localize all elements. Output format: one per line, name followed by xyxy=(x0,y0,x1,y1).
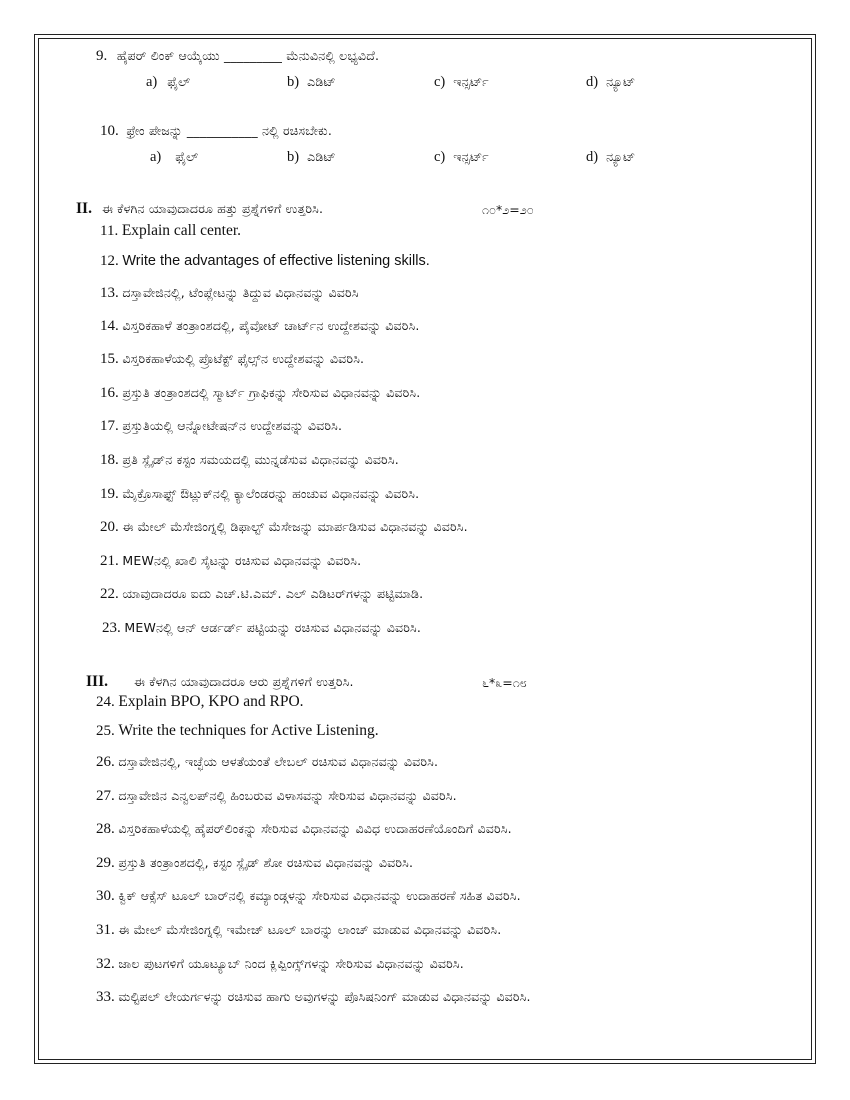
question-30 xyxy=(96,887,521,905)
q9-option-b xyxy=(287,73,336,91)
question-10 xyxy=(100,122,332,140)
question-text: ಯಾವುದಾದರೂ ಐದು ಎಚ್.ಟಿ.ಎಮ್. ಎಲ್ ಎಡಿಟರ್‌ಗಳನ್ನು ಪಟ್ಟಿಮಾಡಿ. xyxy=(122,586,424,601)
q9-option-d xyxy=(586,73,635,91)
question-11 xyxy=(100,222,241,240)
question-25 xyxy=(96,722,379,740)
question-23 xyxy=(102,619,421,637)
question-text: ವಿಸ್ತರಿಕಹಾಳೆಯಲ್ಲಿ ಪ್ರೊಟೆಕ್ಟ್ ಫೈಲ್ಸ್‌ನ ಉದ್ದೇಶವನ್ನು ವಿವರಿಸಿ. xyxy=(122,351,365,366)
option-letter: b) xyxy=(287,74,300,90)
question-number: 14. xyxy=(100,318,119,334)
question-text: ಹೈಪರ್ ಲಿಂಕ್ ಆಯ್ಕೆಯು _________ ಮೆನುವಿನಲ್ಲಿ ಲಭ್ಯವಿದೆ. xyxy=(116,48,380,63)
question-text: ದಸ್ತಾವೇಜಿನಲ್ಲಿ, ಟೆಂಪ್ಲೇಟನ್ನು ತಿದ್ದುವ ವಿಧಾನವನ್ನು ವಿವರಿಸಿ xyxy=(122,285,359,300)
question-32 xyxy=(96,955,464,973)
question-text: Write the techniques for Active Listening. xyxy=(118,722,379,739)
question-20 xyxy=(100,518,468,536)
q10-option-d xyxy=(586,148,635,166)
question-number: 28. xyxy=(96,821,115,837)
option-text: ಫೈಲ್ xyxy=(167,74,191,89)
section-3-marks: ೬*೩=೧೮ xyxy=(482,675,527,690)
question-text: ವಿಸ್ತರಿಕಹಾಳೆಯಲ್ಲಿ ಹೈಪರ್‌ಲಿಂಕನ್ನು ಸೇರಿಸುವ ವಿಧಾನವನ್ನು ವಿವಿಧ ಉದಾಹರಣೆಯೊಂದಿಗೆ ವಿವರಿಸಿ. xyxy=(118,821,512,836)
question-number: 9. xyxy=(96,48,108,64)
question-9 xyxy=(96,47,379,65)
question-text: ಪ್ರತಿ ಸ್ಲೈಡ್‌ನ ಕಸ್ಟಂ ಸಮಯದಲ್ಲಿ ಮುನ್ನಡೆಸುವ ವಿಧಾನವನ್ನು ವಿವರಿಸಿ. xyxy=(122,452,399,467)
question-15 xyxy=(100,350,364,368)
question-31 xyxy=(96,921,501,939)
question-text: MEWನಲ್ಲಿ ಖಾಲಿ ಸೈಟನ್ನು ರಚಿಸುವ ವಿಧಾನವನ್ನು ವಿವರಿಸಿ. xyxy=(122,553,362,568)
question-number: 29. xyxy=(96,855,115,871)
question-28 xyxy=(96,820,512,838)
option-text: ನ್ಯೂಟ್ xyxy=(606,74,636,89)
question-text: Write the advantages of effective listening skills. xyxy=(122,253,430,269)
section-2-marks: ೧೦*೨=೨೦ xyxy=(482,202,534,217)
question-number: 21. xyxy=(100,553,119,569)
question-26 xyxy=(96,753,438,771)
question-19 xyxy=(100,485,419,503)
section-number: III. xyxy=(86,673,108,690)
question-22 xyxy=(100,585,423,603)
question-number: 25. xyxy=(96,723,115,739)
page-border-inner xyxy=(38,38,812,1060)
question-number: 19. xyxy=(100,486,119,502)
option-text: ಇನ್ಸರ್ಟ್ xyxy=(453,74,489,89)
option-text: ನ್ಯೂಟ್ xyxy=(606,149,636,164)
question-number: 22. xyxy=(100,586,119,602)
q10-option-a xyxy=(150,148,198,166)
question-number: 13. xyxy=(100,285,119,301)
question-number: 31. xyxy=(96,922,115,938)
question-14 xyxy=(100,317,420,335)
question-number: 23. xyxy=(102,620,121,636)
question-number: 15. xyxy=(100,351,119,367)
question-18 xyxy=(100,451,399,469)
question-text: Explain BPO, KPO and RPO. xyxy=(118,693,304,710)
question-text: ಫ್ರೇಂ ಪೇಜನ್ನು ___________ ನಲ್ಲಿ ರಚಿಸಬೇಕು. xyxy=(126,123,333,138)
question-text: ವಿಸ್ತರಿಕಹಾಳೆ ತಂತ್ರಾಂಶದಲ್ಲಿ, ಪೈವೋಟ್ ಚಾರ್ಟ್‌ನ ಉದ್ದೇಶವನ್ನು ವಿವರಿಸಿ. xyxy=(122,318,420,333)
question-33 xyxy=(96,988,531,1006)
question-text: ಪ್ರಸ್ತುತಿ ತಂತ್ರಾಂಶದಲ್ಲಿ, ಕಸ್ಟಂ ಸ್ಲೈಡ್ ಶೋ ರಚಿಸುವ ವಿಧಾನವನ್ನು ವಿವರಿಸಿ. xyxy=(118,855,414,870)
question-number: 18. xyxy=(100,452,119,468)
question-number: 30. xyxy=(96,888,115,904)
option-text: ಎಡಿಟ್ xyxy=(307,74,336,89)
question-text: ಪ್ರಸ್ತುತಿಯಲ್ಲಿ ಆನ್ನೋಟೇಷನ್‌ನ ಉದ್ದೇಶವನ್ನು ವಿವರಿಸಿ. xyxy=(122,418,343,433)
question-text: ಈ ಮೇಲ್ ಮೆಸೇಜಿಂಗ್ನಲ್ಲಿ ಡಿಫಾಲ್ಟ್ ಮೆಸೇಜನ್ನು ಮಾರ್ಪಡಿಸುವ ವಿಧಾನವನ್ನು ವಿವರಿಸಿ. xyxy=(122,519,468,534)
question-21 xyxy=(100,552,361,570)
question-text: ಮಲ್ಟಿಪಲ್ ಲೇಯರ್ಗಳನ್ನು ರಚಿಸುವ ಹಾಗು ಅವುಗಳನ್ನು ಪೊಸಿಷನಿಂಗ್ ಮಾಡುವ ವಿಧಾನವನ್ನು ವಿವರಿಸಿ. xyxy=(118,989,531,1004)
question-13 xyxy=(100,284,359,302)
question-16 xyxy=(100,384,420,402)
question-27 xyxy=(96,787,457,805)
question-number: 24. xyxy=(96,694,115,710)
question-number: 33. xyxy=(96,989,115,1005)
q9-option-c xyxy=(434,73,489,91)
q10-option-c xyxy=(434,148,489,166)
section-2-heading xyxy=(76,200,323,218)
question-number: 16. xyxy=(100,385,119,401)
section-number: II. xyxy=(76,200,92,217)
q9-option-a xyxy=(146,73,190,91)
option-text: ಫೈಲ್ xyxy=(175,149,199,164)
question-number: 12. xyxy=(100,253,119,269)
section-title: ಈ ಕೆಳಗಿನ ಯಾವುದಾದರೂ ಆರು ಪ್ರಶ್ನೆಗಳಿಗೆ ಉತ್ತರಿಸಿ. xyxy=(133,674,354,689)
option-letter: a) xyxy=(146,74,158,90)
option-letter: b) xyxy=(287,149,300,165)
question-number: 20. xyxy=(100,519,119,535)
question-number: 17. xyxy=(100,418,119,434)
question-29 xyxy=(96,854,413,872)
question-text: ಪ್ರಸ್ತುತಿ ತಂತ್ರಾಂಶದಲ್ಲಿ ಸ್ಮಾರ್ಟ್ ಗ್ರಾಫಿಕನ್ನು ಸೇರಿಸುವ ವಿಧಾನವನ್ನು ವಿವರಿಸಿ. xyxy=(122,385,421,400)
question-number: 10. xyxy=(100,123,119,139)
q10-option-b xyxy=(287,148,336,166)
option-text: ಇನ್ಸರ್ಟ್ xyxy=(453,149,489,164)
question-text: ಮೈಕ್ರೊಸಾಫ್ಟ್ ಔಟ್ಲುಕ್‌ನಲ್ಲಿ ಕ್ಯಾಲೆಂಡರನ್ನು ಹಂಚುವ ವಿಧಾನವನ್ನು ವಿವರಿಸಿ. xyxy=(122,486,420,501)
question-number: 11. xyxy=(100,223,119,239)
question-text: ದಸ್ತಾವೇಜಿನಲ್ಲಿ, ಇಚ್ಛೆಯ ಆಳತೆಯಂತೆ ಲೇಬಲ್ ರಚಿಸುವ ವಿಧಾನವನ್ನು ವಿವರಿಸಿ. xyxy=(118,754,439,769)
question-text: MEWನಲ್ಲಿ ಆನ್ ಆರ್ಡರ್ಡ್ ಪಟ್ಟಿಯನ್ನು ರಚಿಸುವ ವಿಧಾನವನ್ನು ವಿವರಿಸಿ. xyxy=(124,620,422,635)
question-text: ದಸ್ತಾವೇಜಿನ ಎನ್ವಲಪ್‌ನಲ್ಲಿ ಹಿಂಬರುವ ವಿಳಾಸವನ್ನು ಸೇರಿಸುವ ವಿಧಾನವನ್ನು ವಿವರಿಸಿ. xyxy=(118,788,457,803)
option-letter: c) xyxy=(434,149,446,165)
section-3-heading xyxy=(86,673,354,691)
question-number: 27. xyxy=(96,788,115,804)
question-number: 32. xyxy=(96,956,115,972)
question-12 xyxy=(100,252,430,270)
question-text: ಕ್ವಿಕ್ ಆಕ್ಸೆಸ್ ಟೂಲ್ ಬಾರ್‌ನಲ್ಲಿ ಕಮ್ಯಾಂಡ್ಗಳನ್ನು ಸೇರಿಸುವ ವಿಧಾನವನ್ನು ಉದಾಹರಣೆ ಸಹಿತ ವಿವರಿಸಿ. xyxy=(118,888,521,903)
question-number: 26. xyxy=(96,754,115,770)
question-text: ಈ ಮೇಲ್ ಮೆಸೇಜಿಂಗ್ನಲ್ಲಿ ಇಮೇಜ್ ಟೂಲ್ ಬಾರನ್ನು ಲಾಂಚ್ ಮಾಡುವ ವಿಧಾನವನ್ನು ವಿವರಿಸಿ. xyxy=(118,922,502,937)
option-letter: d) xyxy=(586,149,599,165)
question-text: Explain call center. xyxy=(121,222,242,239)
option-letter: c) xyxy=(434,74,446,90)
option-letter: a) xyxy=(150,149,162,165)
question-text: ಜಾಲ ಪುಟಗಳಿಗೆ ಯೂಟ್ಯೂಬ್ ನಿಂದ ಕ್ಲಿಪ್ಪಿಂಗ್ಸ್‌ಗಳನ್ನು ಸೇರಿಸುವ ವಿಧಾನವನ್ನು ವಿವರಿಸಿ. xyxy=(118,956,464,971)
option-text: ಎಡಿಟ್ xyxy=(307,149,336,164)
question-17 xyxy=(100,417,342,435)
option-letter: d) xyxy=(586,74,599,90)
question-24 xyxy=(96,693,304,711)
section-title: ಈ ಕೆಳಗಿನ ಯಾವುದಾದರೂ ಹತ್ತು ಪ್ರಶ್ನೆಗಳಿಗೆ ಉತ್ತರಿಸಿ. xyxy=(101,201,324,216)
